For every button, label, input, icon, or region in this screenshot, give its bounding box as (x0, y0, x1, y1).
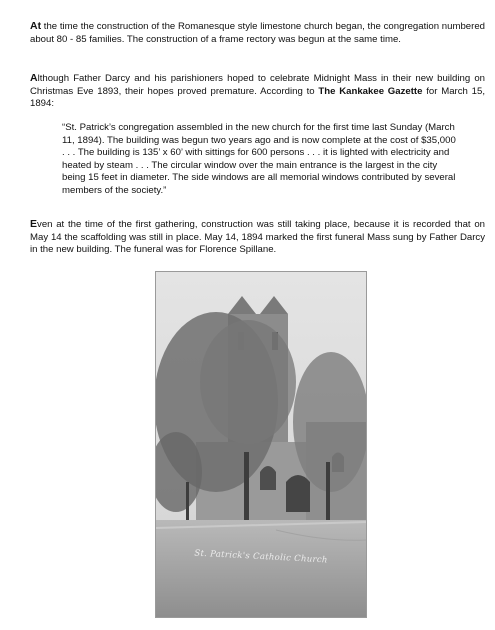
photo-caption: St. Patrick's Catholic Church (194, 548, 328, 566)
paragraph-first-funeral (30, 218, 485, 257)
newspaper-source: The Kankakee Gazette (318, 85, 423, 97)
paragraph-lead: E (30, 218, 38, 230)
paragraph-lead: A (30, 72, 38, 84)
paragraph-text: ven at the time of the first gathering, construction was still taking place, because it is recorded that on May 14 the scaffolding was still in place. May 14, 1894 marked the first funeral Mass sung by Father Darcy in the new building. The funeral was for Florence Spillane. (30, 219, 485, 256)
paragraph-lead: At (30, 20, 42, 32)
newspaper-quote: “St. Patrick’s congregation assembled in the new church for the first time last Sunday (March 11, 1894). The building was begun two years ago and is now complete at the cost of $35,000 . . . The building is 135’ x 60’ with sittings for 600 persons . . . it is lighted with electricity and heated by steam . . . The circular window over the main entrance is the largest in the city being 15 feet in diameter. The side windows are all memorial windows contributed by several members of the society.” (62, 122, 456, 196)
paragraph-midnight-mass (30, 72, 485, 111)
church-photograph (155, 271, 367, 618)
paragraph-construction (30, 20, 485, 46)
paragraph-text-tail: for March 15, 1894: (30, 85, 485, 110)
paragraph-text: lthough Father Darcy and his parishioners hoped to celebrate Midnight Mass in their new building on Christmas Eve 1893, their hopes proved premature. According to (30, 73, 485, 97)
paragraph-text: the time the construction of the Romanesque style limestone church began, the congregation numbered about 80 - 85 families. The construction of a frame rectory was begun at the same time. (30, 21, 485, 45)
